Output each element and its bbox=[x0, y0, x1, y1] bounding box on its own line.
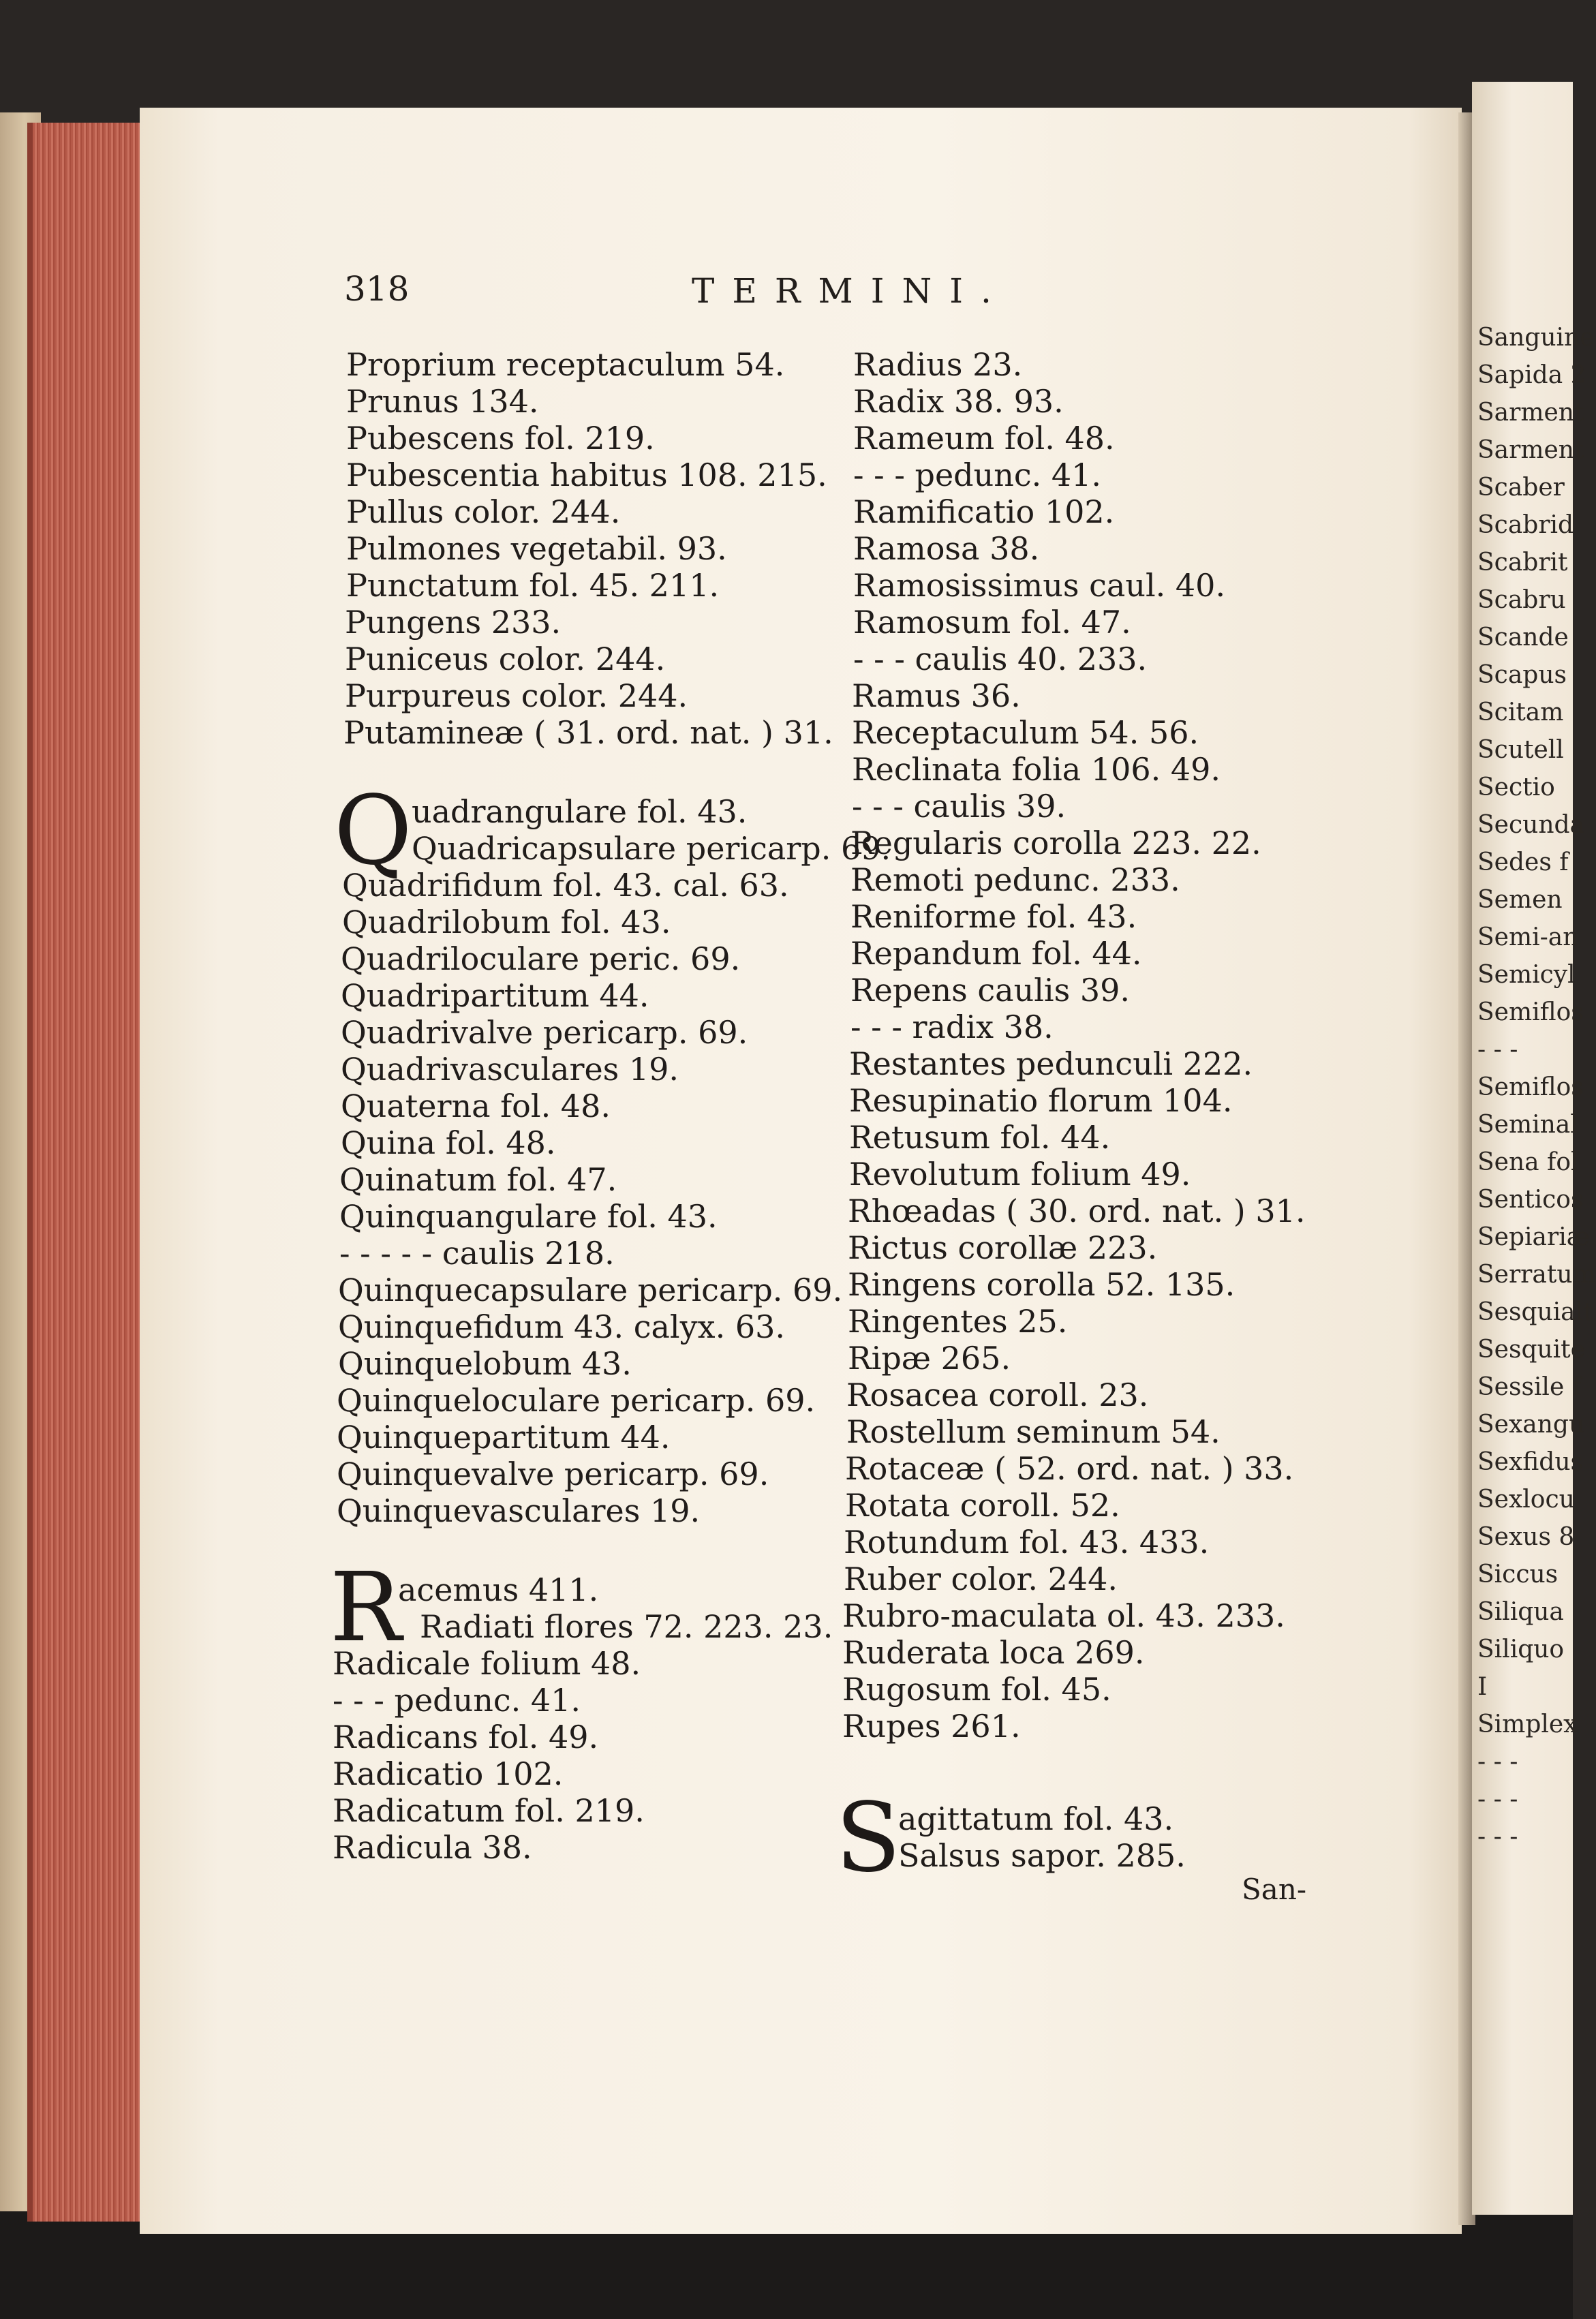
index-entry: - - - pedunc. 41. bbox=[333, 1682, 581, 1719]
index-entry: acemus 411. bbox=[398, 1571, 599, 1608]
index-entry: - - - caulis 40. 233. bbox=[853, 641, 1148, 677]
index-entry: Resupinatio florum 104. bbox=[849, 1082, 1233, 1119]
facing-line: Scabru bbox=[1477, 586, 1566, 614]
index-entry: Quina fol. 48. bbox=[341, 1124, 556, 1161]
index-entry: Regularis corolla 223. 22. bbox=[850, 825, 1261, 861]
facing-line: Semi-an bbox=[1477, 923, 1579, 951]
index-entry: Quaterna fol. 48. bbox=[341, 1088, 611, 1124]
facing-line: Semiflos bbox=[1477, 1073, 1584, 1101]
facing-line: Sexlocu bbox=[1477, 1486, 1575, 1514]
index-entry: Pubescentia habitus 108. 215. bbox=[346, 457, 827, 493]
index-entry: Purpureus color. 244. bbox=[345, 677, 688, 714]
page-edges-red bbox=[27, 123, 147, 2222]
index-entry: Pullus color. 244. bbox=[346, 493, 621, 530]
facing-line: Sapida 2 bbox=[1477, 361, 1586, 389]
facing-line: Sedes f bbox=[1477, 848, 1569, 876]
index-entry: Radicatum fol. 219. bbox=[333, 1792, 645, 1829]
index-entry: Quinatum fol. 47. bbox=[339, 1161, 617, 1198]
facing-line: Scapus bbox=[1477, 661, 1567, 689]
facing-line: Sesquialt bbox=[1477, 1298, 1593, 1326]
index-entry: Prunus 134. bbox=[346, 383, 539, 420]
index-entry: Quinqueloculare pericarp. 69. bbox=[337, 1382, 816, 1419]
facing-line: - - - bbox=[1477, 1036, 1518, 1064]
facing-line: Semiflos bbox=[1477, 998, 1584, 1026]
facing-line: Siliqua bbox=[1477, 1598, 1564, 1626]
facing-line: Sesquite bbox=[1477, 1336, 1585, 1364]
facing-line: - - - bbox=[1477, 1823, 1518, 1851]
facing-line: Siliquo bbox=[1477, 1635, 1565, 1663]
facing-line: - - - bbox=[1477, 1785, 1518, 1813]
left-page bbox=[140, 108, 1462, 2234]
facing-line: Sarment bbox=[1477, 399, 1584, 427]
index-entry: Quadricapsulare pericarp. 69. bbox=[412, 830, 891, 867]
index-entry: Reniforme fol. 43. bbox=[850, 898, 1137, 935]
index-entry: Ramosa 38. bbox=[853, 530, 1040, 567]
index-entry: Quadrivalve pericarp. 69. bbox=[341, 1014, 748, 1051]
index-entry: Pulmones vegetabil. 93. bbox=[346, 530, 727, 567]
index-entry: Radix 38. 93. bbox=[853, 383, 1064, 420]
index-entry: Quadrilobum fol. 43. bbox=[342, 904, 671, 940]
index-entry: Rubro-maculata ol. 43. 233. bbox=[842, 1597, 1285, 1634]
index-entry: Repens caulis 39. bbox=[850, 972, 1131, 1009]
index-entry: Quadrifidum fol. 43. cal. 63. bbox=[342, 867, 789, 904]
index-entry: Ruderata loca 269. bbox=[842, 1634, 1145, 1671]
facing-line: Semen bbox=[1477, 886, 1563, 914]
index-entry: Rugosum fol. 45. bbox=[842, 1671, 1111, 1708]
catchword: San- bbox=[1242, 1873, 1307, 1906]
index-entry: Quinquevalve pericarp. 69. bbox=[337, 1456, 769, 1492]
index-entry: Quadripartitum 44. bbox=[341, 977, 649, 1014]
facing-line: Sessile f bbox=[1477, 1373, 1582, 1401]
drop-cap-s: S bbox=[835, 1783, 901, 1894]
index-entry: Restantes pedunculi 222. bbox=[849, 1045, 1253, 1082]
index-entry: Rameum fol. 48. bbox=[853, 420, 1115, 457]
index-entry: Salsus sapor. 285. bbox=[898, 1837, 1186, 1874]
index-entry: Quinquepartitum 44. bbox=[337, 1419, 671, 1456]
index-entry: Rotaceæ ( 52. ord. nat. ) 33. bbox=[845, 1450, 1294, 1487]
facing-line: Scitam bbox=[1477, 698, 1564, 726]
facing-line: Siccus bbox=[1477, 1561, 1559, 1588]
facing-line: Senticos bbox=[1477, 1186, 1584, 1214]
facing-line: Serratum bbox=[1477, 1261, 1596, 1289]
facing-line: Sena fol bbox=[1477, 1148, 1579, 1176]
index-entry: Ringens corolla 52. 135. bbox=[848, 1266, 1236, 1303]
drop-cap-r: R bbox=[330, 1552, 402, 1663]
index-entry: Rotata coroll. 52. bbox=[845, 1487, 1120, 1524]
index-entry: Quinquangulare fol. 43. bbox=[339, 1198, 718, 1235]
index-entry: Rosacea coroll. 23. bbox=[846, 1377, 1149, 1413]
facing-line: Sarment bbox=[1477, 436, 1584, 464]
index-entry: Quadrivasculares 19. bbox=[341, 1051, 679, 1088]
facing-line: Scabrid bbox=[1477, 511, 1574, 539]
index-entry: Rhœadas ( 30. ord. nat. ) 31. bbox=[848, 1193, 1306, 1229]
index-entry: Rupes 261. bbox=[842, 1708, 1021, 1745]
index-entry: Ripæ 265. bbox=[848, 1340, 1011, 1377]
index-entry: Radiati flores 72. 223. 23. bbox=[420, 1608, 833, 1645]
index-entry: - - - - - caulis 218. bbox=[339, 1235, 615, 1272]
index-entry: Receptaculum 54. 56. bbox=[852, 714, 1199, 751]
index-entry: Pubescens fol. 219. bbox=[346, 420, 655, 457]
facing-line: Sexus 8 bbox=[1477, 1523, 1575, 1551]
index-entry: Ramus 36. bbox=[852, 677, 1021, 714]
index-entry: Ruber color. 244. bbox=[844, 1561, 1118, 1597]
facing-line: Scutell bbox=[1477, 736, 1564, 764]
facing-line: Sexangu bbox=[1477, 1411, 1585, 1439]
index-entry: Quinquevasculares 19. bbox=[337, 1492, 701, 1529]
index-entry: Quinquelobum 43. bbox=[338, 1345, 632, 1382]
index-entry: Proprium receptaculum 54. bbox=[346, 346, 785, 383]
index-entry: Revolutum folium 49. bbox=[849, 1156, 1191, 1193]
index-entry: Ringentes 25. bbox=[848, 1303, 1068, 1340]
drop-cap-q: Q bbox=[334, 775, 412, 887]
index-entry: Radicans fol. 49. bbox=[333, 1719, 599, 1755]
facing-page bbox=[1472, 82, 1596, 2215]
facing-line: - - - bbox=[1477, 1748, 1518, 1776]
index-entry: Ramosissimus caul. 40. bbox=[853, 567, 1226, 604]
page-number: 318 bbox=[344, 269, 410, 309]
index-entry: Radius 23. bbox=[853, 346, 1023, 383]
facing-line: Secunda bbox=[1477, 811, 1585, 839]
index-entry: agittatum fol. 43. bbox=[898, 1800, 1174, 1837]
index-entry: Putamineæ ( 31. ord. nat. ) 31. bbox=[343, 714, 833, 751]
index-entry: Puniceus color. 244. bbox=[345, 641, 666, 677]
index-entry: Quinquefidum 43. calyx. 63. bbox=[338, 1308, 785, 1345]
index-entry: Rotundum fol. 43. 433. bbox=[844, 1524, 1210, 1561]
index-entry: Radicatio 102. bbox=[333, 1755, 564, 1792]
facing-line: I bbox=[1477, 1673, 1488, 1701]
index-entry: Retusum fol. 44. bbox=[849, 1119, 1111, 1156]
facing-line: Sanguine bbox=[1477, 324, 1595, 352]
index-entry: Radicula 38. bbox=[333, 1829, 532, 1866]
facing-line: Seminal bbox=[1477, 1111, 1578, 1139]
index-entry: Ramificatio 102. bbox=[853, 493, 1115, 530]
facing-line: Sectio bbox=[1477, 773, 1555, 801]
facing-line: Sexfidus bbox=[1477, 1448, 1583, 1476]
index-entry: Remoti pedunc. 233. bbox=[850, 861, 1180, 898]
running-header: TERMINI. bbox=[692, 271, 1009, 311]
index-entry: uadrangulare fol. 43. bbox=[412, 793, 748, 830]
index-entry: - - - pedunc. 41. bbox=[853, 457, 1102, 493]
facing-line: Sepiariæ bbox=[1477, 1223, 1590, 1251]
facing-line: Scabrit bbox=[1477, 549, 1568, 577]
index-entry: Rictus corollæ 223. bbox=[848, 1229, 1158, 1266]
index-entry: Rostellum seminum 54. bbox=[846, 1413, 1221, 1450]
index-entry: Pungens 233. bbox=[345, 604, 562, 641]
index-entry: Quinquecapsulare pericarp. 69. bbox=[338, 1272, 843, 1308]
index-entry: - - - radix 38. bbox=[850, 1009, 1054, 1045]
index-entry: - - - caulis 39. bbox=[852, 788, 1066, 825]
index-entry: Punctatum fol. 45. 211. bbox=[346, 567, 720, 604]
facing-line: Semicyl bbox=[1477, 961, 1576, 989]
facing-line: Scande bbox=[1477, 624, 1569, 651]
index-entry: Repandum fol. 44. bbox=[850, 935, 1142, 972]
facing-line: Simplex bbox=[1477, 1710, 1578, 1738]
facing-line: Scaber bbox=[1477, 474, 1565, 502]
index-entry: Ramosum fol. 47. bbox=[853, 604, 1131, 641]
index-entry: Quadriloculare peric. 69. bbox=[341, 940, 741, 977]
index-entry: Reclinata folia 106. 49. bbox=[852, 751, 1221, 788]
index-entry: Radicale folium 48. bbox=[333, 1645, 641, 1682]
